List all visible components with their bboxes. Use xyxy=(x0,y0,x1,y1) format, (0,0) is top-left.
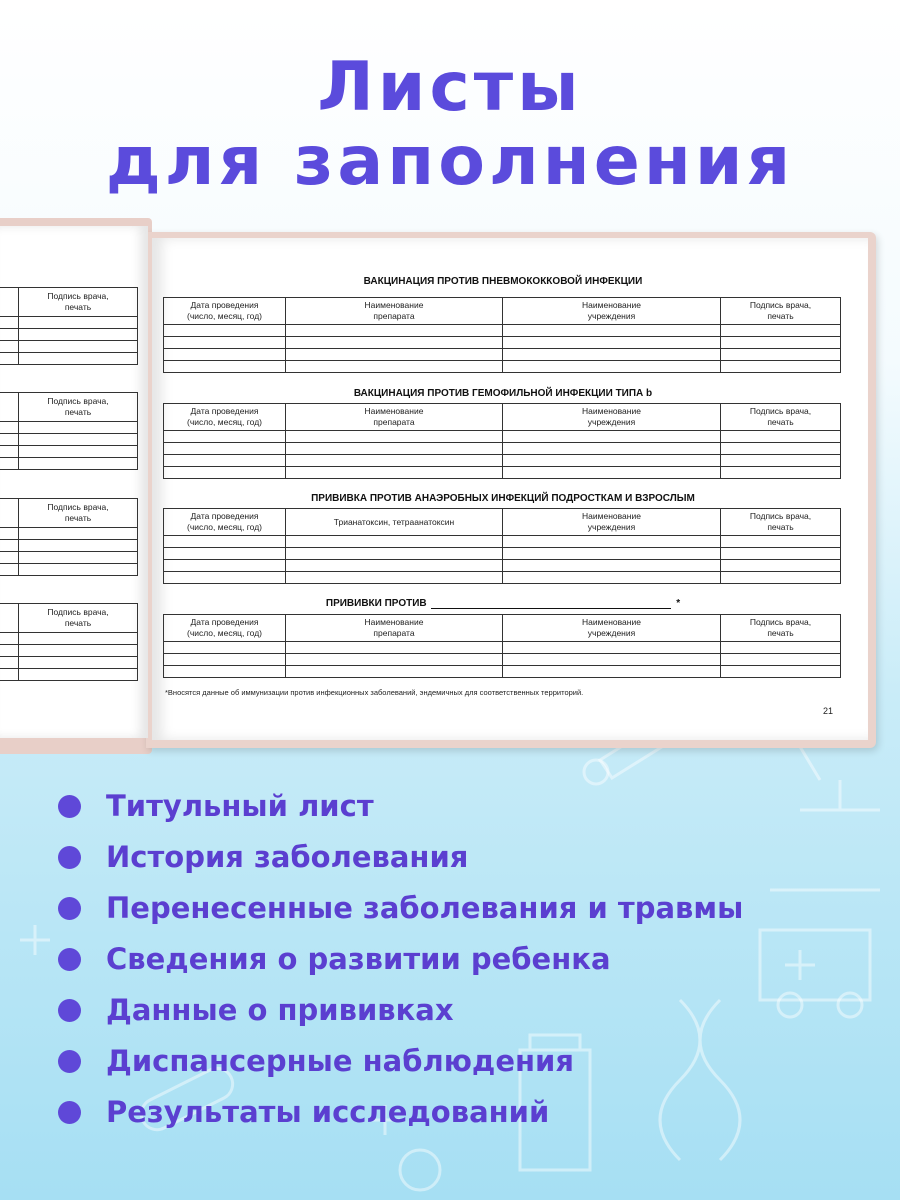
vaccination-table xyxy=(163,508,841,584)
bullet-icon xyxy=(58,795,81,818)
table-row xyxy=(164,325,841,337)
table-row xyxy=(164,642,841,654)
left-table-header: Подпись врача, печать xyxy=(19,499,138,528)
table-row xyxy=(164,361,841,373)
left-table-header: Подпись врача, печать xyxy=(19,393,138,422)
col-header-institution: Наименование учреждения xyxy=(503,509,721,536)
feature-item xyxy=(58,1092,743,1143)
feature-item xyxy=(58,837,743,888)
table-row xyxy=(164,431,841,443)
col-header-drug: Наименование препарата xyxy=(286,404,503,431)
feature-label: Результаты исследований xyxy=(106,1095,550,1129)
col-header-date: Дата проведения (число, месяц, год) xyxy=(164,404,286,431)
col-header-signature: Подпись врача, печать xyxy=(721,509,841,536)
page-number: 21 xyxy=(823,706,834,716)
fill-in-line xyxy=(431,598,671,609)
bullet-icon xyxy=(58,846,81,869)
vaccination-table xyxy=(163,614,841,678)
feature-item xyxy=(58,786,743,837)
col-header-drug: Наименование препарата xyxy=(286,298,503,325)
section-title-asterisk: * xyxy=(676,598,681,609)
table-row xyxy=(164,548,841,560)
col-header-drug: Наименование препарата xyxy=(286,615,503,642)
feature-item xyxy=(58,888,743,939)
col-header-institution: Наименование учреждения xyxy=(503,298,721,325)
feature-label: Данные о прививках xyxy=(106,993,454,1027)
bullet-icon xyxy=(58,1050,81,1073)
table-row xyxy=(164,443,841,455)
col-header-institution: Наименование учреждения xyxy=(503,615,721,642)
col-header-date: Дата проведения (число, месяц, год) xyxy=(164,615,286,642)
section-title-with-blank xyxy=(160,598,846,609)
col-header-signature: Подпись врача, печать xyxy=(721,615,841,642)
feature-list xyxy=(58,786,743,1143)
feature-item xyxy=(58,990,743,1041)
heading-line-1: Листы xyxy=(317,48,583,127)
col-header-signature: Подпись врача, печать xyxy=(721,404,841,431)
vaccination-table xyxy=(163,403,841,479)
feature-item xyxy=(58,939,743,990)
microscope-icon xyxy=(770,730,880,890)
table-row xyxy=(164,572,841,584)
section-title: ВАКЦИНАЦИЯ ПРОТИВ ГЕМОФИЛЬНОЙ ИНФЕКЦИИ ТИПА b xyxy=(353,388,653,399)
thermometer-bulb-icon xyxy=(584,760,608,784)
cross-icon xyxy=(20,925,50,955)
stethoscope-icon xyxy=(400,1150,440,1190)
col-header-institution: Наименование учреждения xyxy=(503,404,721,431)
feature-label: Перенесенные заболевания и травмы xyxy=(106,891,744,925)
footnote: *Вносятся данные об иммунизации против инфекционных заболеваний, эндемичных для соответственных территорий. xyxy=(165,688,584,697)
left-table-header: Подпись врача, печать xyxy=(19,604,138,633)
bullet-icon xyxy=(58,897,81,920)
feature-label: Сведения о развитии ребенка xyxy=(106,942,611,976)
bullet-icon xyxy=(58,948,81,971)
table-row xyxy=(164,666,841,678)
bullet-icon xyxy=(58,1101,81,1124)
col-header-signature: Подпись врача, печать xyxy=(721,298,841,325)
section-title-text: ПРИВИВКИ ПРОТИВ xyxy=(325,598,427,609)
table-row xyxy=(164,349,841,361)
left-table-header: Подпись врача, печать xyxy=(19,288,138,317)
section-title: ПРИВИВКА ПРОТИВ АНАЭРОБНЫХ ИНФЕКЦИЙ ПОДРОСТКАМ И ВЗРОСЛЫМ xyxy=(311,493,695,504)
feature-item xyxy=(58,1041,743,1092)
table-row xyxy=(164,536,841,548)
left-table-2 xyxy=(0,392,138,470)
ambulance-icon xyxy=(760,930,870,1000)
feature-label: Титульный лист xyxy=(106,789,374,823)
left-table-4 xyxy=(0,603,138,681)
table-row xyxy=(164,654,841,666)
table-row xyxy=(164,337,841,349)
heading-line-2: для заполнения xyxy=(105,122,795,201)
table-row xyxy=(164,455,841,467)
table-row xyxy=(164,560,841,572)
feature-label: История заболевания xyxy=(106,840,469,874)
left-table-1 xyxy=(0,287,138,365)
feature-label: Диспансерные наблюдения xyxy=(106,1044,574,1078)
section-title: ВАКЦИНАЦИЯ ПРОТИВ ПНЕВМОКОККОВОЙ ИНФЕКЦИИ xyxy=(363,276,643,287)
col-header-date: Дата проведения (число, месяц, год) xyxy=(164,298,286,325)
col-header-drug: Трианатоксин, тетраанатоксин xyxy=(286,509,503,536)
left-table-3 xyxy=(0,498,138,576)
col-header-date: Дата проведения (число, месяц, год) xyxy=(164,509,286,536)
vaccination-table xyxy=(163,297,841,373)
table-row xyxy=(164,467,841,479)
bullet-icon xyxy=(58,999,81,1022)
